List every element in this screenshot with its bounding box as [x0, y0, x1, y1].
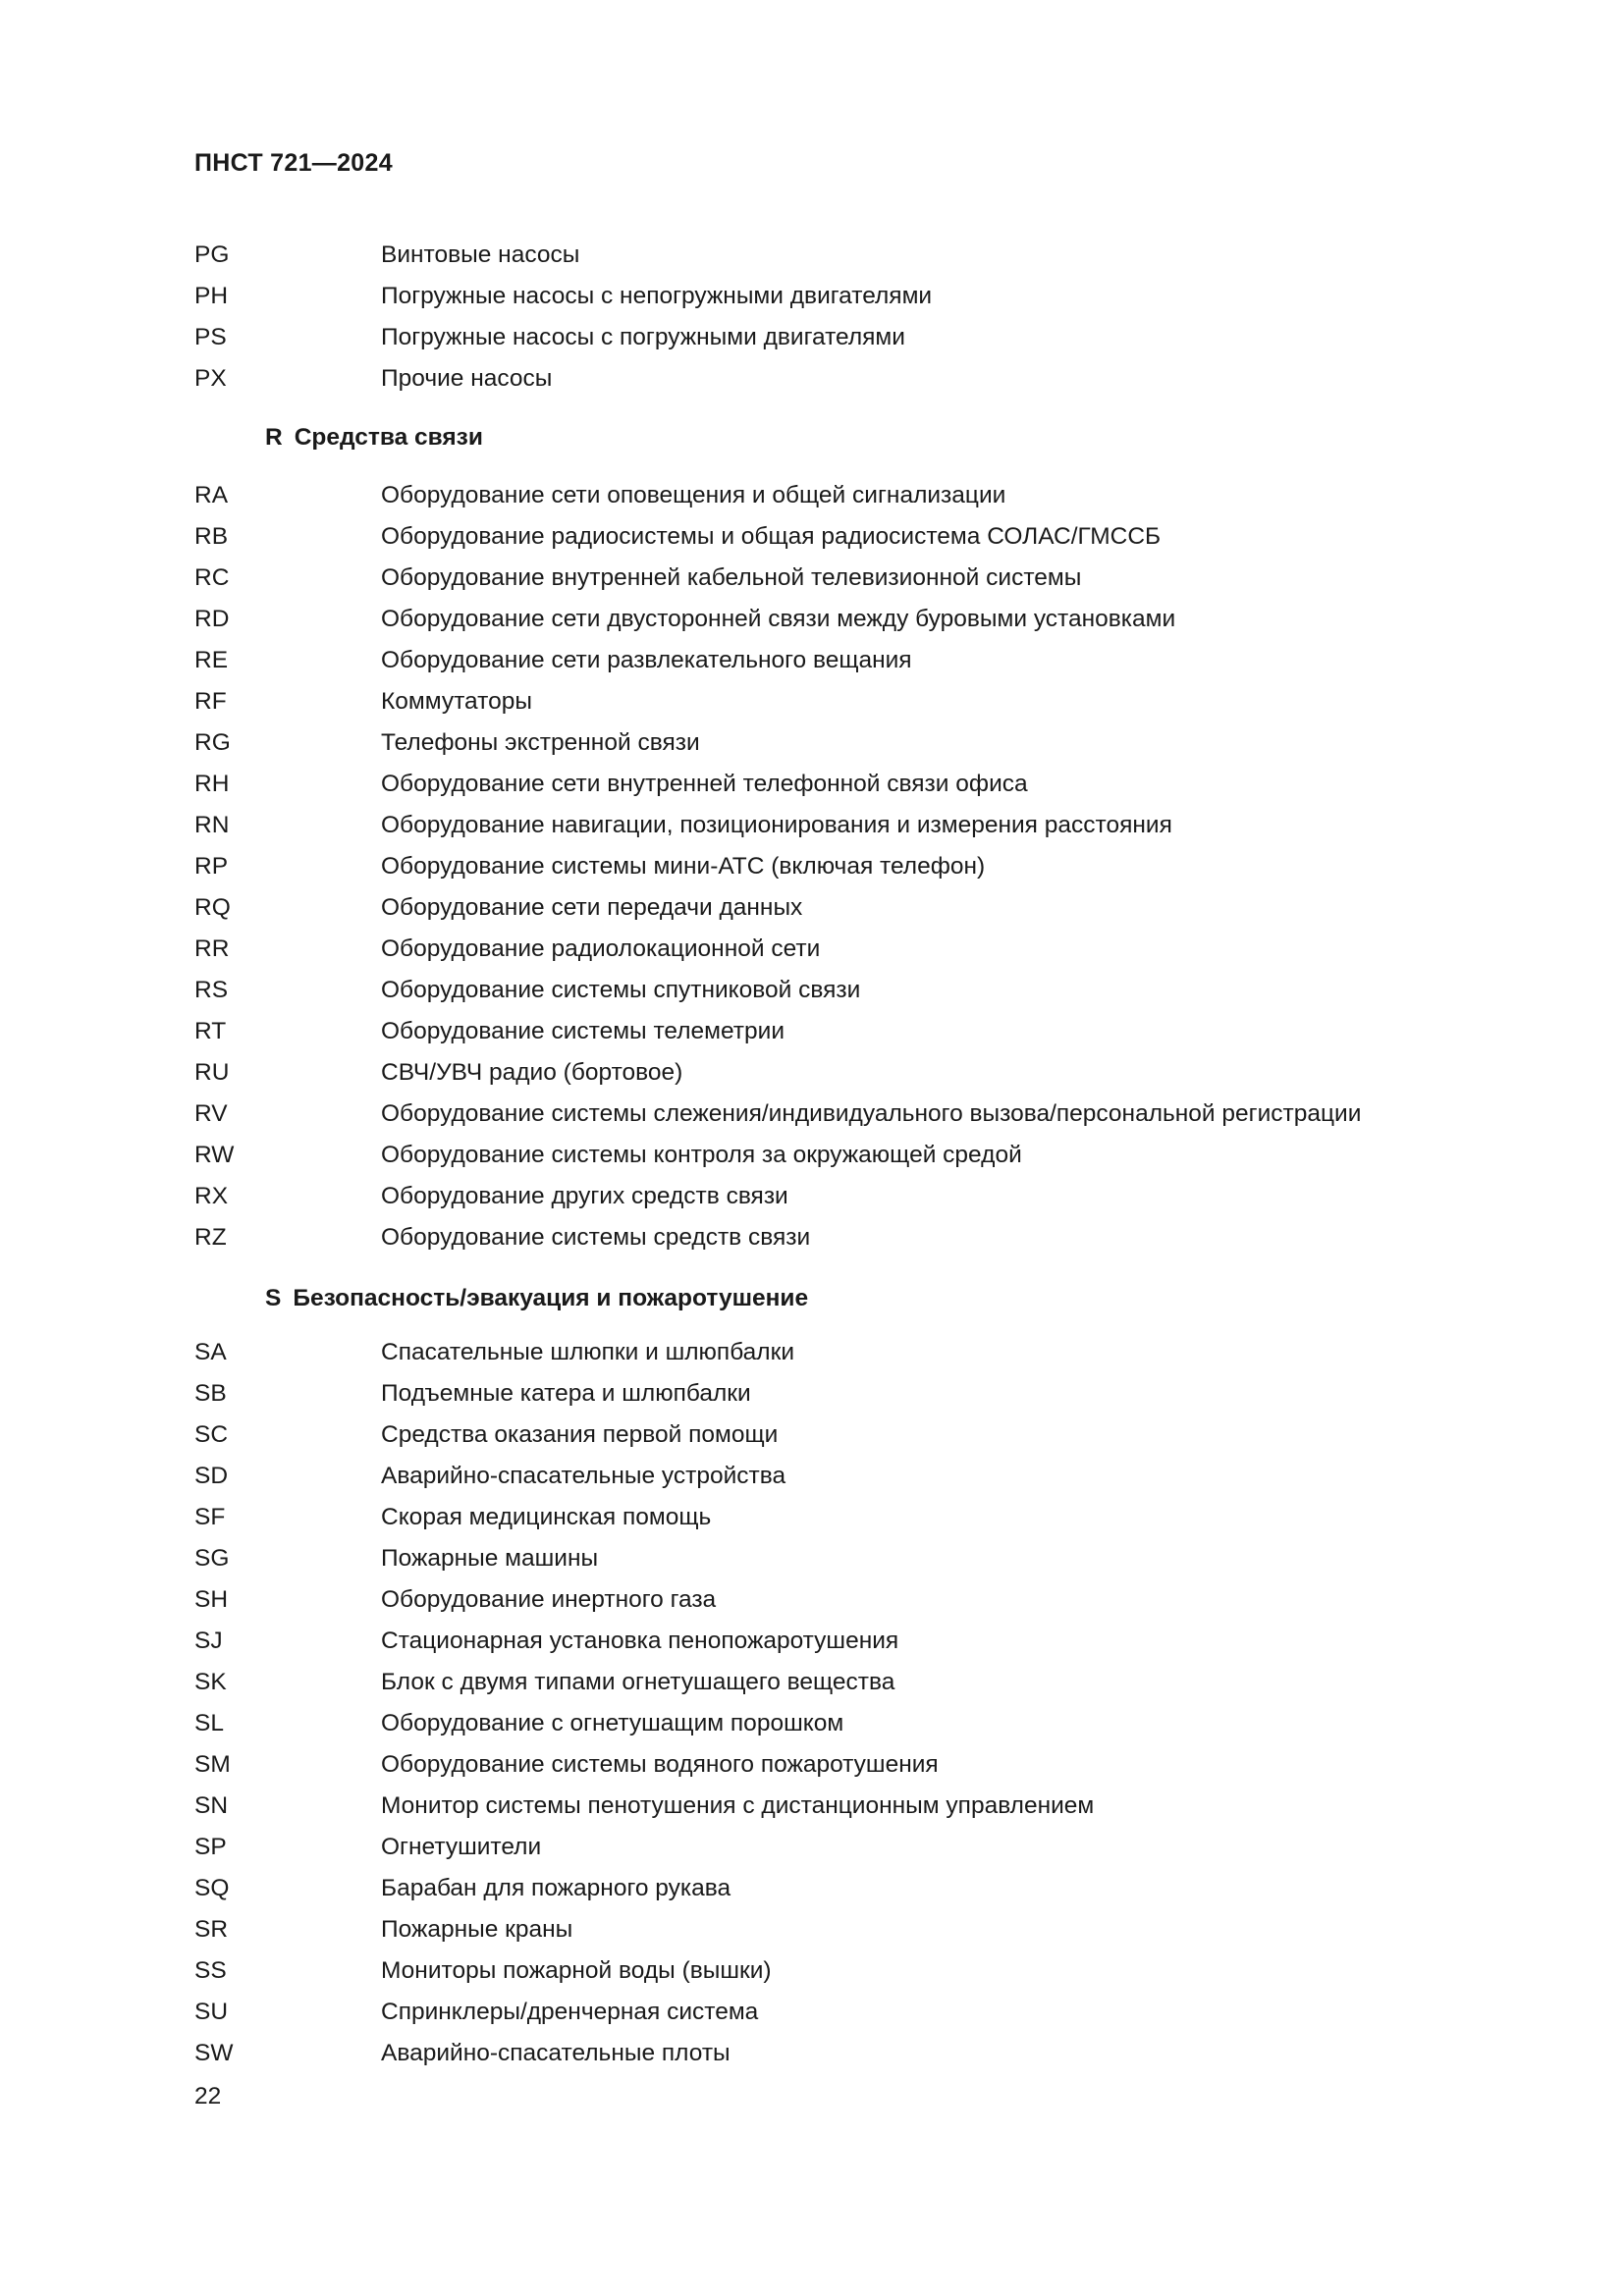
section-letter: R	[265, 424, 283, 451]
item-code: RW	[194, 1142, 235, 1168]
list-item	[194, 516, 1471, 558]
list-item	[194, 475, 1471, 516]
list-item	[194, 1456, 1471, 1497]
item-code: RA	[194, 482, 229, 508]
list-item	[194, 558, 1471, 599]
item-description: Телефоны экстренной связи	[381, 729, 700, 756]
item-description: Блок с двумя типами огнетушащего вещества	[381, 1669, 895, 1695]
list-item	[194, 1176, 1471, 1217]
item-description: Оборудование системы мини-АТС (включая телефон)	[381, 853, 986, 880]
item-code: RU	[194, 1059, 230, 1086]
list-item	[194, 1579, 1471, 1621]
item-description: Оборудование системы спутниковой связи	[381, 977, 861, 1003]
item-description: Спасательные шлюпки и шлюпбалки	[381, 1339, 794, 1365]
section-heading-communications	[265, 424, 483, 452]
list-item	[194, 1662, 1471, 1703]
item-description: Стационарная установка пенопожаротушения	[381, 1628, 899, 1654]
list-item	[194, 276, 1471, 317]
list-item	[194, 1992, 1471, 2033]
item-code: RB	[194, 523, 229, 550]
list-item	[194, 1497, 1471, 1538]
communications-code-list	[194, 475, 1471, 1258]
item-code: SH	[194, 1586, 229, 1613]
item-description: Оборудование навигации, позиционирования и измерения расстояния	[381, 812, 1172, 838]
page-number: 22	[194, 2083, 222, 2109]
item-description: Аварийно-спасательные устройства	[381, 1463, 786, 1489]
list-item	[194, 929, 1471, 970]
list-item	[194, 970, 1471, 1011]
item-description: Оборудование системы телеметрии	[381, 1018, 785, 1044]
item-description: Оборудование внутренней кабельной телевизионной системы	[381, 564, 1082, 591]
item-description: Барабан для пожарного рукава	[381, 1875, 731, 1901]
item-code: PX	[194, 365, 227, 392]
item-code: RC	[194, 564, 230, 591]
item-code: SR	[194, 1916, 229, 1943]
list-item	[194, 1094, 1471, 1135]
item-code: RX	[194, 1183, 229, 1209]
item-code: SM	[194, 1751, 231, 1778]
list-item	[194, 1332, 1471, 1373]
item-code: SF	[194, 1504, 226, 1530]
item-description: Оборудование системы средств связи	[381, 1224, 811, 1251]
list-item	[194, 2033, 1471, 2074]
list-item	[194, 599, 1471, 640]
item-description: Оборудование сети оповещения и общей сигнализации	[381, 482, 1006, 508]
list-item	[194, 1538, 1471, 1579]
item-code: RV	[194, 1100, 228, 1127]
list-item	[194, 1827, 1471, 1868]
list-item	[194, 358, 1471, 400]
list-item	[194, 1011, 1471, 1052]
list-item	[194, 1621, 1471, 1662]
item-description: Подъемные катера и шлюпбалки	[381, 1380, 751, 1407]
list-item	[194, 1373, 1471, 1415]
item-description: Средства оказания первой помощи	[381, 1421, 779, 1448]
item-code: SK	[194, 1669, 227, 1695]
item-code: SW	[194, 2040, 234, 2066]
list-item	[194, 846, 1471, 887]
list-item	[194, 681, 1471, 722]
item-description: Коммутаторы	[381, 688, 532, 715]
item-code: SD	[194, 1463, 229, 1489]
item-code: RR	[194, 935, 230, 962]
item-description: Погружные насосы с погружными двигателями	[381, 324, 905, 350]
item-description: Оборудование сети внутренней телефонной связи офиса	[381, 771, 1028, 797]
item-code: PS	[194, 324, 227, 350]
list-item	[194, 764, 1471, 805]
item-description: Винтовые насосы	[381, 241, 580, 268]
item-description: Пожарные краны	[381, 1916, 573, 1943]
item-description: Аварийно-спасательные плоты	[381, 2040, 731, 2066]
item-code: PH	[194, 283, 229, 309]
item-description: Оборудование сети двусторонней связи между буровыми установками	[381, 606, 1176, 632]
list-item	[194, 1052, 1471, 1094]
list-item	[194, 1868, 1471, 1909]
list-item	[194, 1415, 1471, 1456]
item-description: СВЧ/УВЧ радио (бортовое)	[381, 1059, 683, 1086]
item-description: Прочие насосы	[381, 365, 553, 392]
item-code: RE	[194, 647, 229, 673]
item-code: RP	[194, 853, 229, 880]
item-code: RH	[194, 771, 230, 797]
safety-code-list	[194, 1332, 1471, 2074]
item-code: RZ	[194, 1224, 227, 1251]
section-title: Безопасность/эвакуация и пожаротушение	[293, 1285, 809, 1311]
list-item	[194, 1217, 1471, 1258]
list-item	[194, 1744, 1471, 1786]
section-title: Средства связи	[294, 424, 483, 451]
document-id-header: ПНСТ 721—2024	[194, 149, 393, 177]
list-item	[194, 640, 1471, 681]
section-letter: S	[265, 1285, 282, 1311]
item-code: SS	[194, 1957, 227, 1984]
item-code: RN	[194, 812, 230, 838]
list-item	[194, 1703, 1471, 1744]
item-code: RT	[194, 1018, 227, 1044]
list-item	[194, 887, 1471, 929]
item-description: Оборудование других средств связи	[381, 1183, 788, 1209]
list-item	[194, 1909, 1471, 1950]
item-code: SP	[194, 1834, 227, 1860]
item-description: Оборудование с огнетушащим порошком	[381, 1710, 844, 1736]
list-item	[194, 722, 1471, 764]
list-item	[194, 1950, 1471, 1992]
item-description: Оборудование сети передачи данных	[381, 894, 803, 921]
item-description: Оборудование инертного газа	[381, 1586, 717, 1613]
item-description: Оборудование сети развлекательного вещания	[381, 647, 912, 673]
item-description: Мониторы пожарной воды (вышки)	[381, 1957, 772, 1984]
item-description: Оборудование радиолокационной сети	[381, 935, 821, 962]
list-item	[194, 805, 1471, 846]
item-description: Пожарные машины	[381, 1545, 599, 1572]
item-code: SC	[194, 1421, 229, 1448]
item-code: PG	[194, 241, 230, 268]
item-code: RD	[194, 606, 230, 632]
item-code: SN	[194, 1792, 229, 1819]
list-item	[194, 1786, 1471, 1827]
item-code: SA	[194, 1339, 227, 1365]
item-code: RG	[194, 729, 231, 756]
item-code: RS	[194, 977, 229, 1003]
item-code: SG	[194, 1545, 230, 1572]
item-code: SB	[194, 1380, 227, 1407]
item-code: SQ	[194, 1875, 230, 1901]
item-code: SJ	[194, 1628, 223, 1654]
section-heading-safety	[265, 1285, 808, 1312]
item-description: Оборудование радиосистемы и общая радиосистема СОЛАС/ГМССБ	[381, 523, 1162, 550]
list-item	[194, 235, 1471, 276]
item-code: RQ	[194, 894, 231, 921]
item-description: Погружные насосы с непогружными двигателями	[381, 283, 933, 309]
list-item	[194, 1135, 1471, 1176]
item-code: SU	[194, 1999, 229, 2025]
item-description: Огнетушители	[381, 1834, 542, 1860]
pumps-code-list	[194, 235, 1471, 400]
list-item	[194, 317, 1471, 358]
item-description: Оборудование системы контроля за окружающей средой	[381, 1142, 1022, 1168]
item-code: SL	[194, 1710, 224, 1736]
item-code: RF	[194, 688, 227, 715]
item-description: Скорая медицинская помощь	[381, 1504, 712, 1530]
item-description: Оборудование системы слежения/индивидуального вызова/персональной регистрации	[381, 1100, 1362, 1127]
item-description: Оборудование системы водяного пожаротушения	[381, 1751, 939, 1778]
item-description: Спринклеры/дренчерная система	[381, 1999, 759, 2025]
item-description: Монитор системы пенотушения с дистанционным управлением	[381, 1792, 1095, 1819]
